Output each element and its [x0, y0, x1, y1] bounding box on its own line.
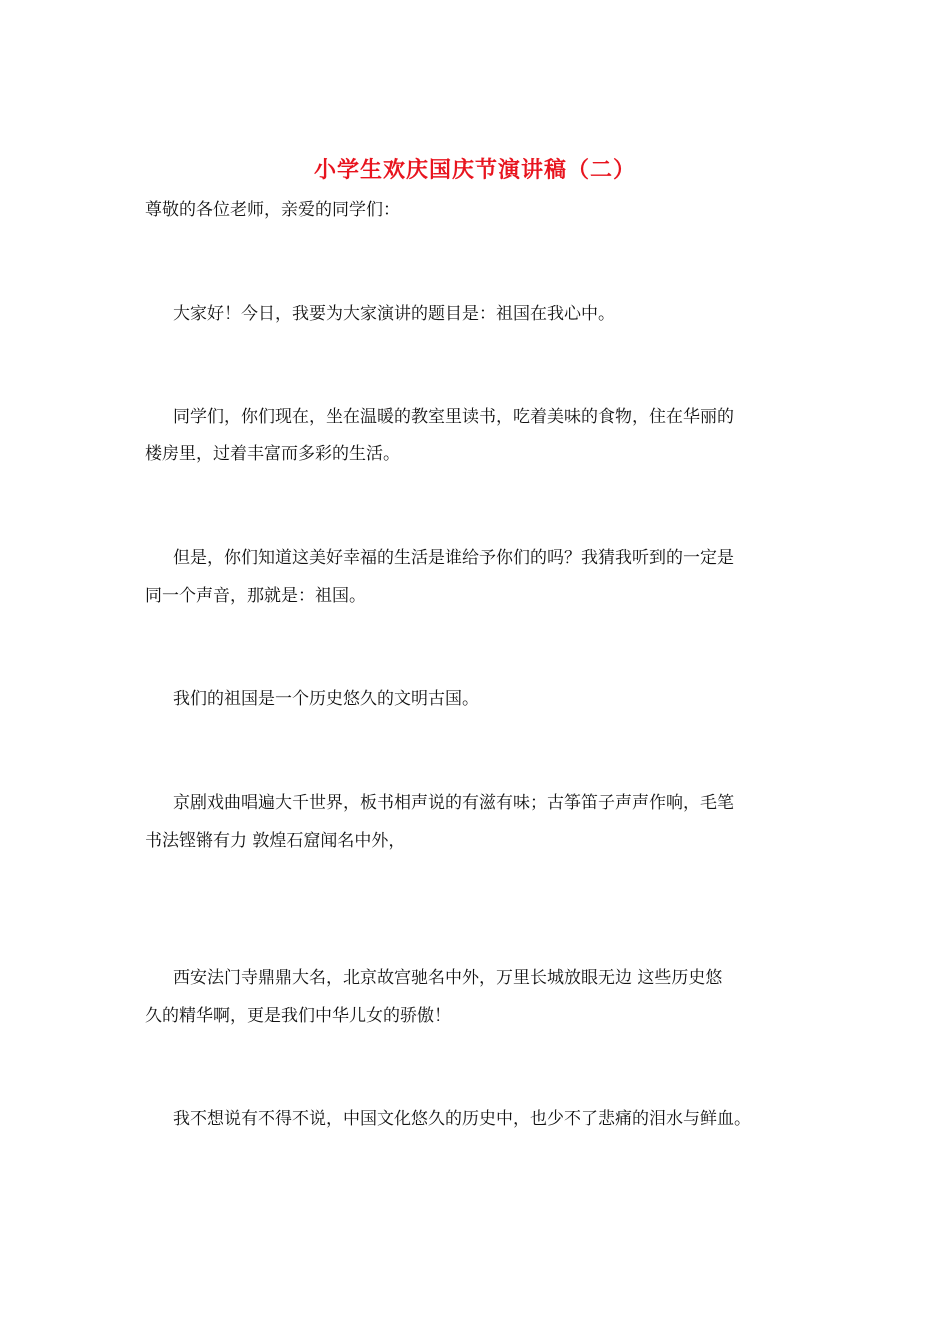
paragraph-line: 同学们，你们现在，坐在温暖的教室里读书，吃着美味的食物，住在华丽的 [173, 407, 734, 427]
paragraph-line: 西安法门寺鼎鼎大名，北京故宫驰名中外，万里长城放眼无边 这些历史悠 [173, 968, 723, 988]
paragraph-line: 京剧戏曲唱遍大千世界，板书相声说的有滋有味；古筝笛子声声作响，毛笔 [173, 793, 734, 813]
greeting-line: 尊敬的各位老师，亲爱的同学们： [145, 200, 400, 220]
paragraph-line: 书法铿锵有力 敦煌石窟闻名中外， [145, 831, 406, 851]
paragraph-line: 楼房里，过着丰富而多彩的生活。 [145, 444, 400, 464]
paragraph-line: 久的精华啊，更是我们中华儿女的骄傲！ [145, 1006, 451, 1026]
paragraph-line: 我们的祖国是一个历史悠久的文明古国。 [173, 689, 479, 709]
paragraph-line: 同一个声音，那就是：祖国。 [145, 586, 366, 606]
paragraph-line: 我不想说有不得不说，中国文化悠久的历史中，也少不了悲痛的泪水与鲜血。 [173, 1109, 751, 1129]
paragraph-line: 大家好！今日，我要为大家演讲的题目是：祖国在我心中。 [173, 304, 615, 324]
paragraph-line: 但是，你们知道这美好幸福的生活是谁给予你们的吗？我猜我听到的一定是 [173, 548, 734, 568]
document-title: 小学生欢庆国庆节演讲稿（二） [313, 157, 636, 183]
